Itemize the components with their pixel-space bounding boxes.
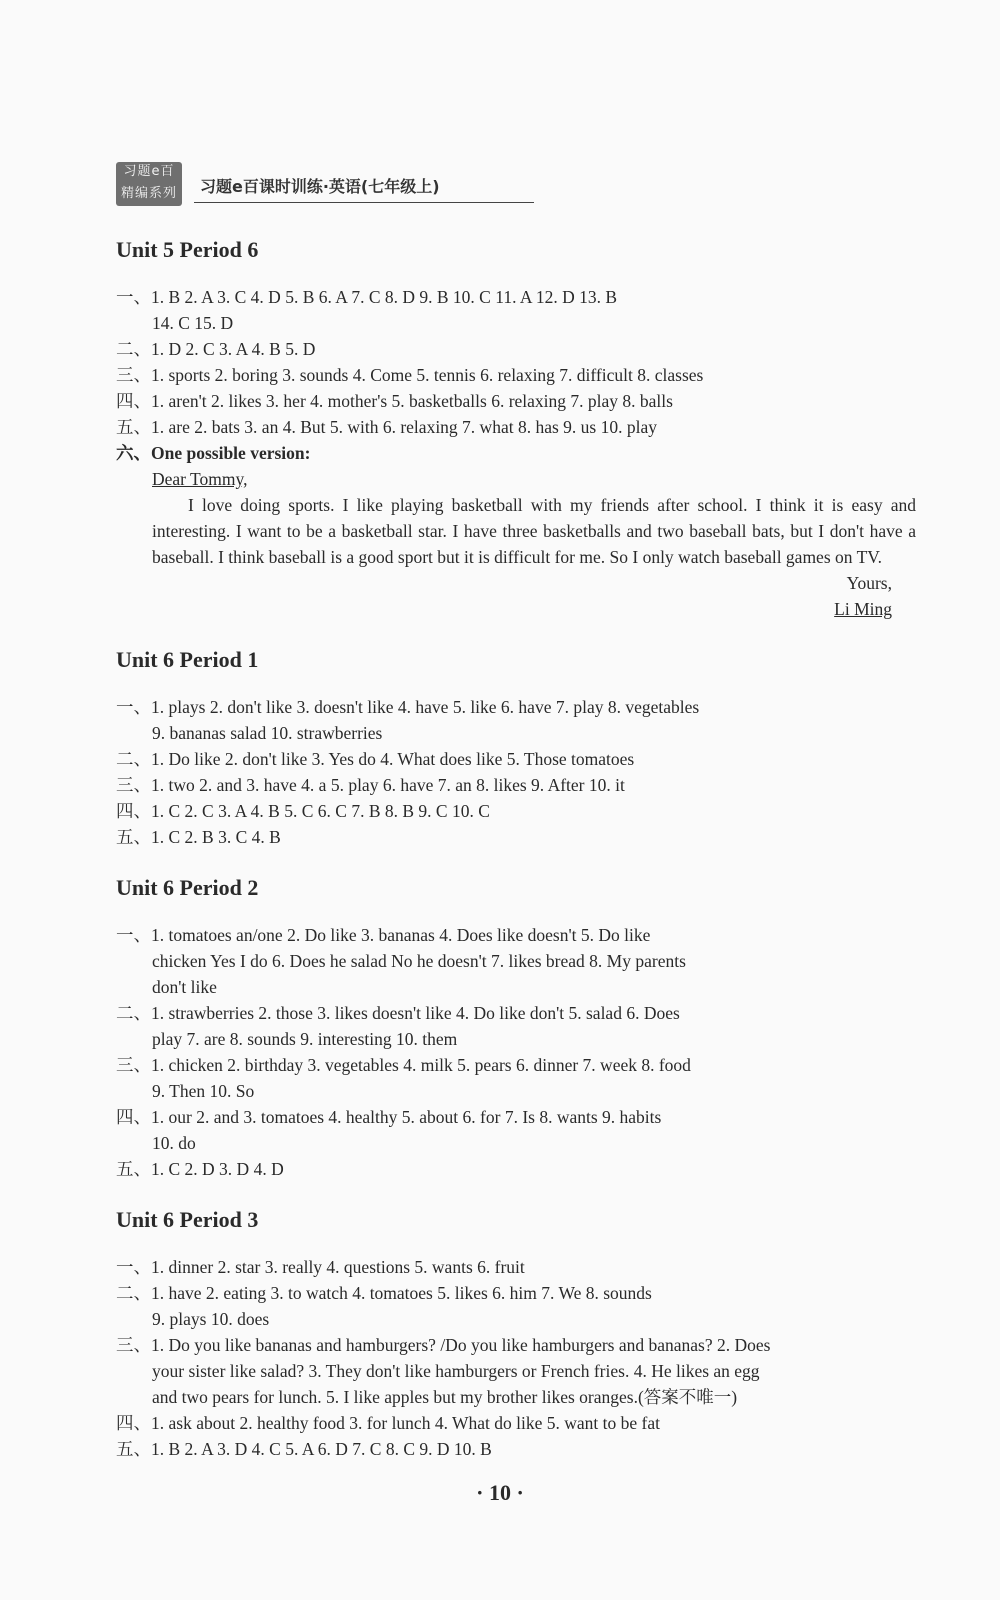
answer-line: 一、1. dinner 2. star 3. really 4. questions 5. wants 6. fruit [116,1257,525,1277]
answer-line: don't like [152,977,217,997]
answer-line: 一、1. B 2. A 3. C 4. D 5. B 6. A 7. C 8. D 9. B 10. C 11. A 12. D 13. B [116,287,618,307]
letter-body: I love doing sports. I like playing basketball with my friends after school. I think it is easy and interesting. I want to be a basketball star. I have three basketballs and two baseball bats, but I don't have a baseball. I think baseball is a good sport but it is difficult for me. So I only watch baseball games on TV. [152,495,916,567]
answer-line: your sister like salad? 3. They don't like hamburgers or French fries. 4. He likes an egg [152,1361,760,1381]
answer-line: play 7. are 8. sounds 9. interesting 10. them [152,1029,458,1049]
page-header [116,160,536,210]
answer-line: 三、1. two 2. and 3. have 4. a 5. play 6. have 7. an 8. likes 9. After 10. it [116,775,625,795]
answer-line: 9. bananas salad 10. strawberries [152,723,383,743]
series-logo [116,162,182,206]
answer-line: 四、1. ask about 2. healthy food 3. for lunch 4. What do like 5. want to be fat [116,1413,661,1433]
page-number: · 10 · [476,1480,524,1505]
letter-salutation: Dear Tommy, [152,469,248,489]
section-title: Unit 6 Period 2 [116,875,259,900]
section-unit6-period3 [116,1206,916,1462]
answer-line: 三、1. Do you like bananas and hamburgers? /Do you like hamburgers and bananas? 2. Does [116,1335,771,1355]
answer-line: 三、1. chicken 2. birthday 3. vegetables 4. milk 5. pears 6. dinner 7. week 8. food [116,1055,691,1075]
answer-line: 10. do [152,1133,196,1153]
header-rule [194,202,534,203]
section-title: Unit 5 Period 6 [116,237,259,262]
answer-line: 14. C 15. D [152,313,234,333]
section-unit6-period2 [116,874,916,1182]
answer-line: 9. plays 10. does [152,1309,270,1329]
sample-letter [116,466,916,570]
answer-line: 一、1. plays 2. don't like 3. doesn't like 4. have 5. like 6. have 7. play 8. vegetables [116,697,700,717]
section-unit6-period1 [116,646,916,850]
answer-line: 二、1. D 2. C 3. A 4. B 5. D [116,339,316,359]
answer-line: 三、1. sports 2. boring 3. sounds 4. Come 5. tennis 6. relaxing 7. difficult 8. classes [116,365,704,385]
answer-line: chicken Yes I do 6. Does he salad No he doesn't 7. likes bread 8. My parents [152,951,686,971]
logo-line-1: 习题e百 [123,164,175,179]
answer-line: 五、1. C 2. D 3. D 4. D [116,1159,284,1179]
answer-line: 四、1. aren't 2. likes 3. her 4. mother's 5. basketballs 6. relaxing 7. play 8. balls [116,391,673,411]
letter-signature-row [116,596,916,622]
answer-content [116,236,916,1486]
answer-line: 二、1. strawberries 2. those 3. likes doesn't like 4. Do like don't 5. salad 6. Does [116,1003,680,1023]
answer-line: 五、1. C 2. B 3. C 4. B [116,827,281,847]
answer-line: 四、1. our 2. and 3. tomatoes 4. healthy 5. about 6. for 7. Is 8. wants 9. habits [116,1107,662,1127]
logo-line-2: 精编系列 [120,186,177,201]
answer-line: and two pears for lunch. 5. I like apples but my brother likes oranges.(答案不唯一) [152,1387,738,1407]
series-title: 习题e百课时训练·英语(七年级上) [200,177,440,196]
section-unit5-period6 [116,236,916,622]
answer-line: 五、1. are 2. bats 3. an 4. But 5. with 6. relaxing 7. what 8. has 9. us 10. play [116,417,657,437]
section-title: Unit 6 Period 1 [116,647,259,672]
answer-line: 9. Then 10. So [152,1081,255,1101]
answer-line: 四、1. C 2. C 3. A 4. B 5. C 6. C 7. B 8. B 9. C 10. C [116,801,490,821]
writing-label: 六、One possible version: [116,443,311,463]
answer-line: 二、1. Do like 2. don't like 3. Yes do 4. What does like 5. Those tomatoes [116,749,635,769]
letter-signature: Li Ming [834,599,892,619]
answer-line: 五、1. B 2. A 3. D 4. C 5. A 6. D 7. C 8. C 9. D 10. B [116,1439,492,1459]
section-title: Unit 6 Period 3 [116,1207,259,1232]
letter-closing: Yours, [846,573,892,593]
answer-line: 一、1. tomatoes an/one 2. Do like 3. bananas 4. Does like doesn't 5. Do like [116,925,651,945]
answer-line: 二、1. have 2. eating 3. to watch 4. tomatoes 5. likes 6. him 7. We 8. sounds [116,1283,652,1303]
